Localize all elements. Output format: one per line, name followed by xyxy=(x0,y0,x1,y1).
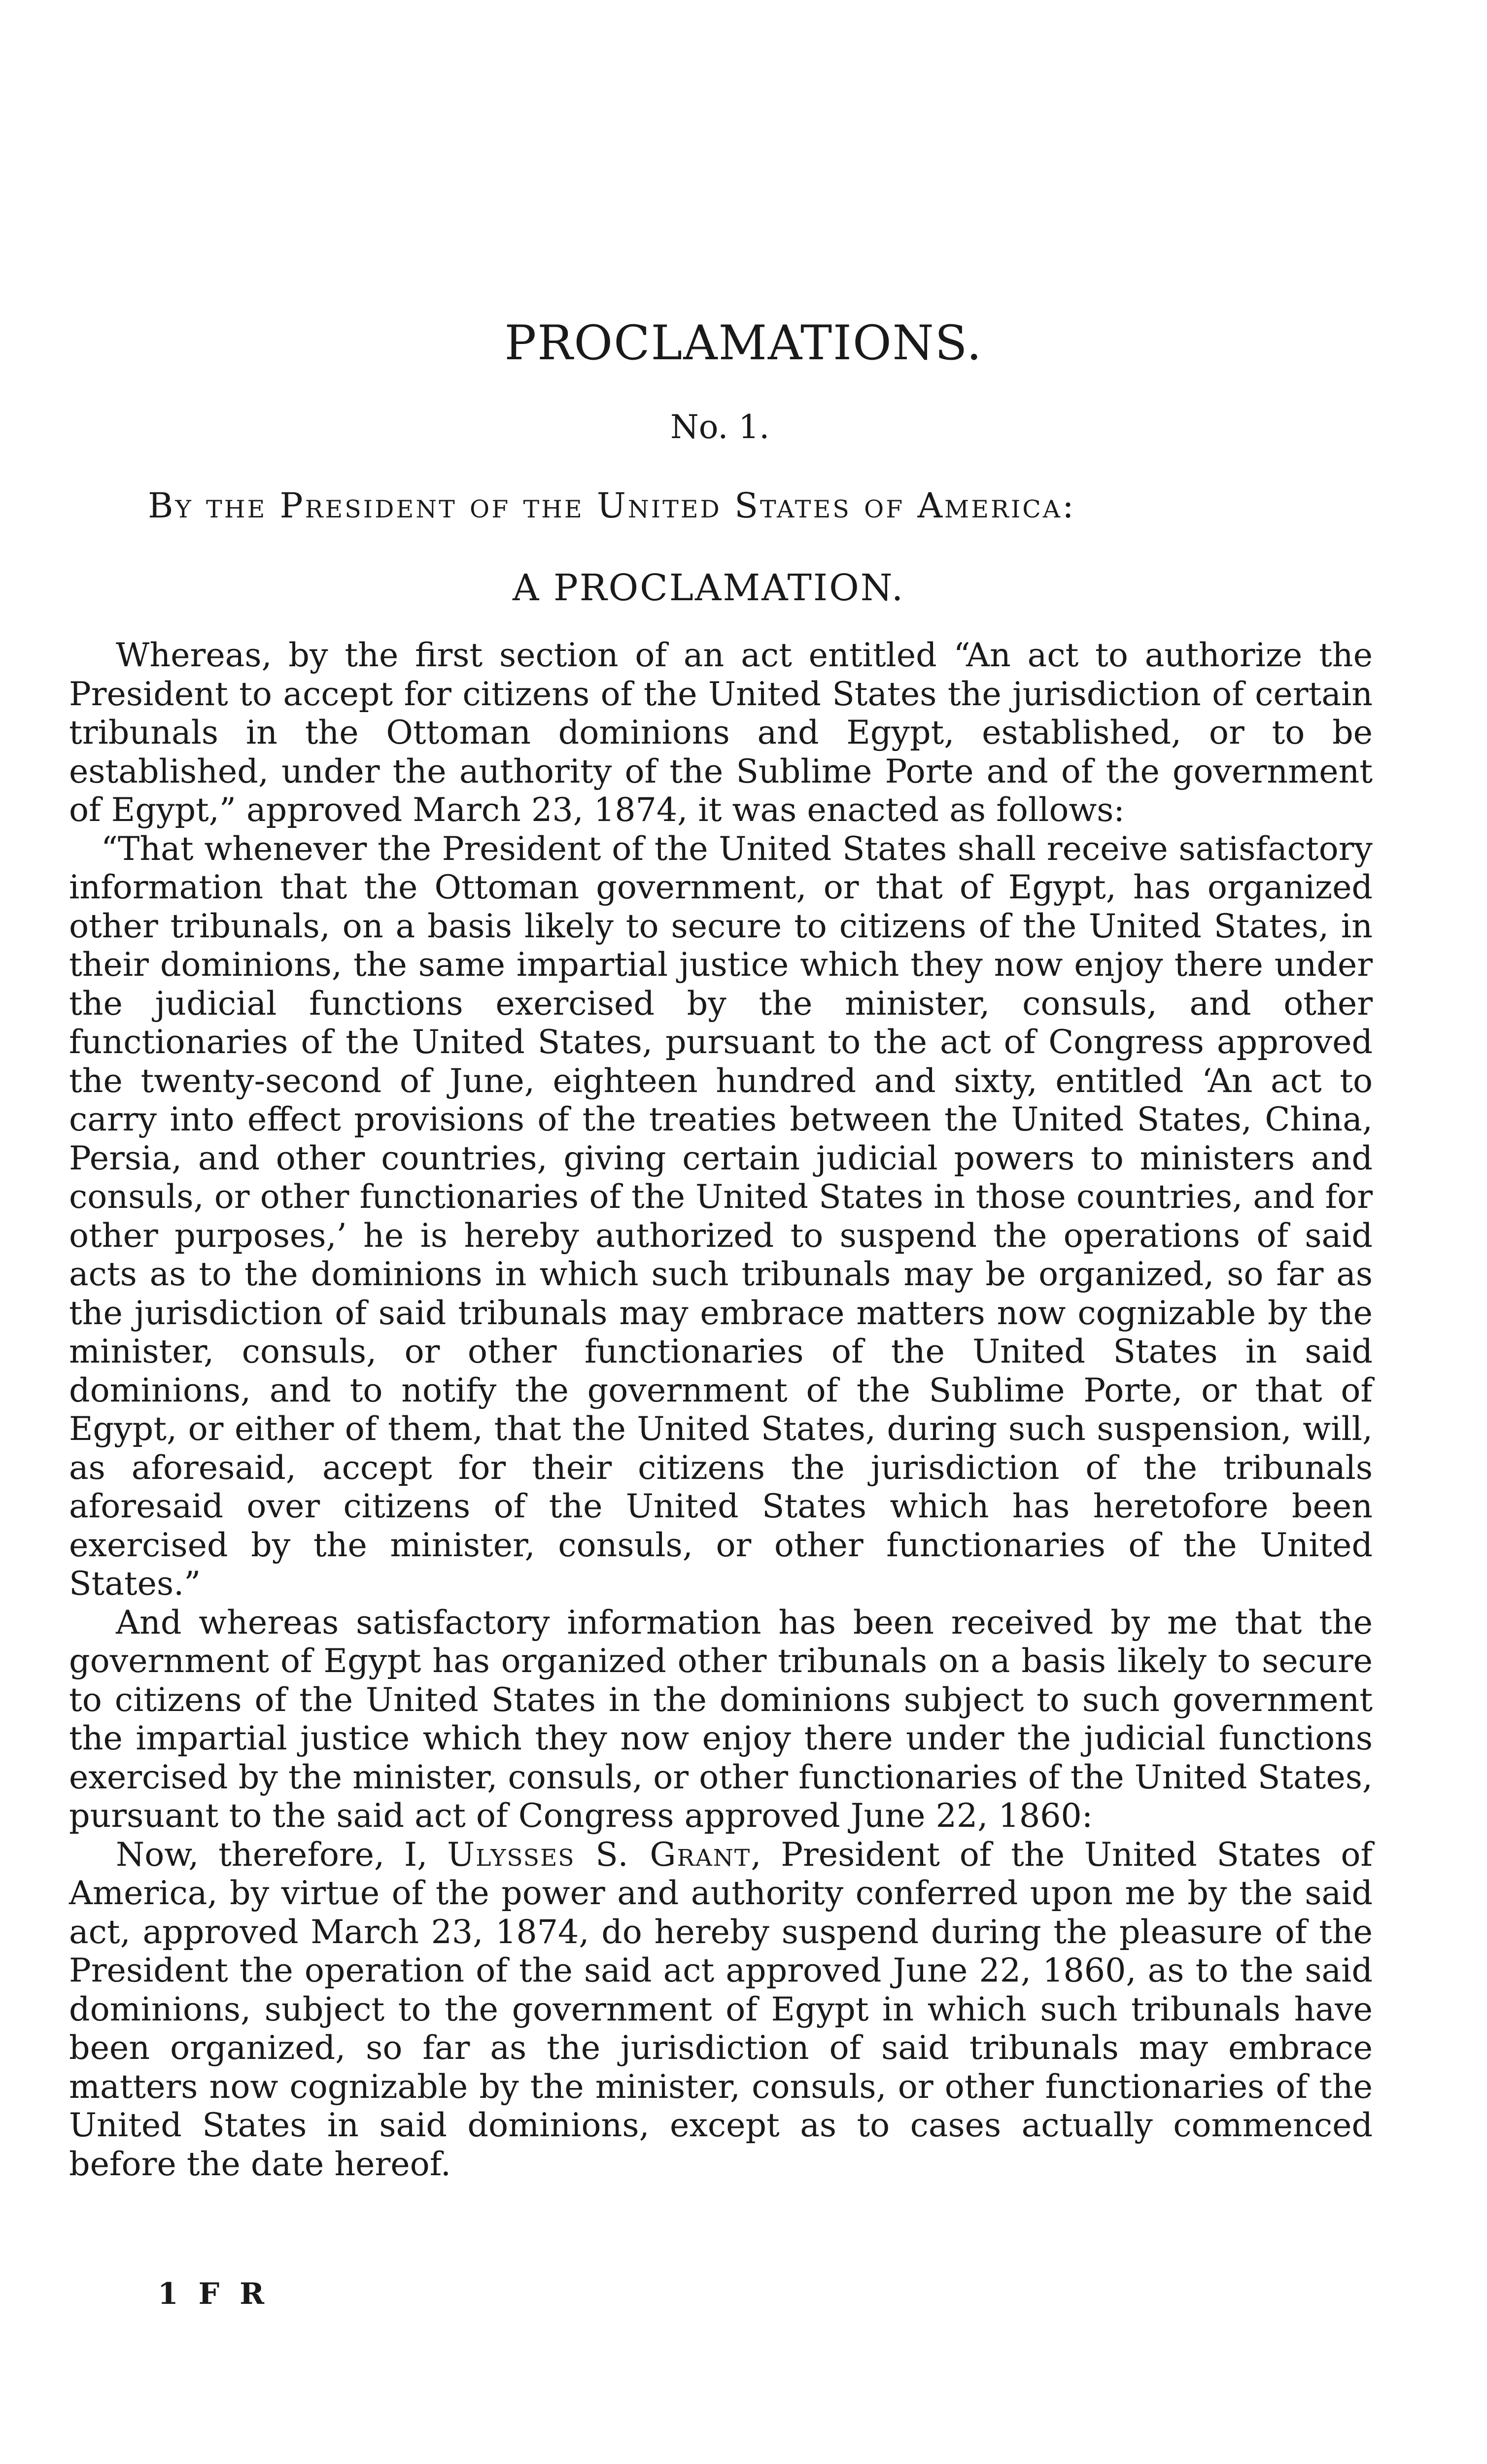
paragraph-now-therefore-text: , President of the United States of America, by virtue of the power and authority conferred upon me by the said act, approved March 23, 1874, do hereby suspend during the pleasure of the President the operation of the said act approved June 22, 1860, as to the said dominions, subject to the government of Egypt in which such tribunals have been organized, so far as the jurisdiction of said tribunals may embrace matters now cognizable by the minister, consuls, or other functionaries of the United States in said dominions, except as to cases actually commenced before the date hereof. xyxy=(69,1835,1373,2183)
paragraph-and-whereas: And whereas satisfactory information has been received by me that the government of Egypt has organized other tribunals on a basis likely to secure to citizens of the United States in the dominions subject to such government the impartial justice which they now enjoy there under the judicial functions exercised by the minister, consuls, or other functionaries of the United States, pursuant to the said act of Congress approved June 22, 1860: xyxy=(69,1603,1373,1835)
paragraph-now-therefore xyxy=(69,1835,1373,2184)
page-title: PROCLAMATIONS. xyxy=(504,315,983,371)
paragraph-quoted-act: “That whenever the President of the United States shall receive satisfactory information that the Ottoman government, or that of Egypt, has organized other tribunals, on a basis likely to secure to citizens of the United States, in their dominions, the same impartial justice which they now enjoy there under the judicial functions exercised by the minister, consuls, and other functionaries of the United States, pursuant to the act of Congress approved the twenty-second of June, eighteen hundred and sixty, entitled ‘An act to carry into effect provisions of the treaties between the United States, China, Persia, and other countries, giving certain judicial powers to ministers and consuls, or other functionaries of the United States in those countries, and for other purposes,’ he is hereby authorized to suspend the operations of said acts as to the dominions in which such tribunals may be organized, so far as the jurisdiction of said tribunals may embrace matters now cognizable by the minister, consuls, or other functionaries of the United States in said dominions, and to notify the government of the Sublime Porte, or that of Egypt, or either of them, that the United States, during such suspension, will, as aforesaid, accept for their citizens the jurisdiction of the tribunals aforesaid over citizens of the United States which has heretofore been exercised by the minister, consuls, or other functionaries of the United States.” xyxy=(69,829,1373,1603)
by-line: By the President of the United States of America: xyxy=(148,485,1076,526)
proclamation-body xyxy=(69,636,1373,2183)
proclamation-subtitle: A PROCLAMATION. xyxy=(513,567,905,609)
proclamation-number: No. 1. xyxy=(670,408,770,446)
paragraph-whereas: Whereas, by the first section of an act entitled “An act to authorize the President to accept for citizens of the United States the jurisdiction of certain tribunals in the Ottoman dominions and Egypt, established, or to be established, under the authority of the Sublime Porte and of the government of Egypt,” approved March 23, 1874, it was enacted as follows: xyxy=(69,636,1373,829)
president-name: Ulysses S. Grant xyxy=(447,1835,751,1874)
paragraph-now-therefore-lead: Now, therefore, I, xyxy=(116,1835,448,1874)
signature-mark: 1 F R xyxy=(158,2277,269,2311)
